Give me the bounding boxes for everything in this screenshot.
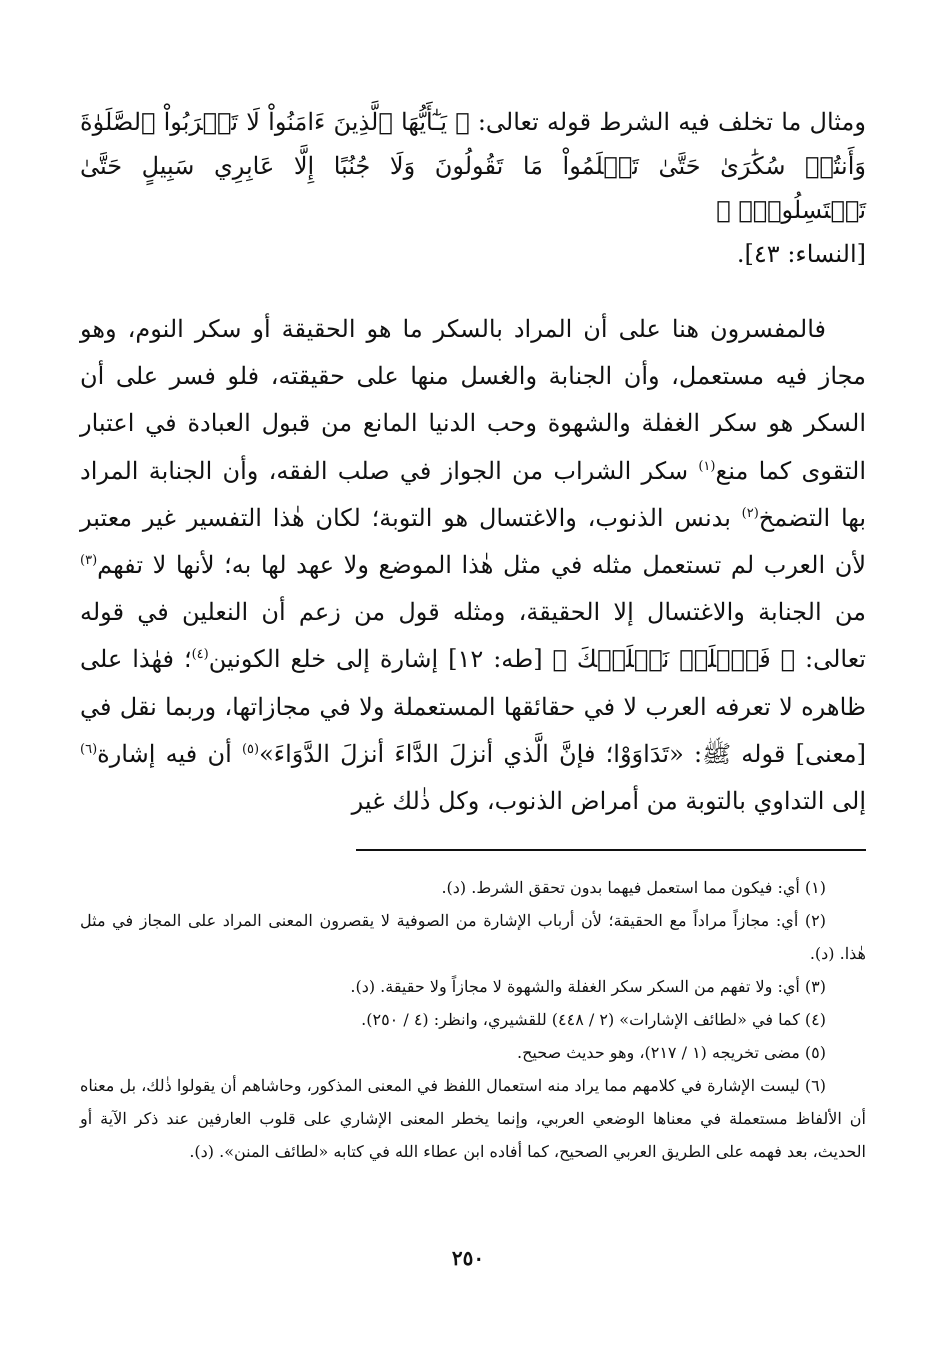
main-text-5: [طه: ١٢] إشارة إلى خلع الكونين <box>208 645 553 674</box>
quran-example-paragraph <box>80 100 866 276</box>
footnote-ref-4[interactable]: (٤) <box>191 647 209 663</box>
footnote-ref-5[interactable]: (٥) <box>241 741 260 757</box>
main-text-8: إلى التداوي بالتوبة من أمراض الذنوب، وكل ذٰلك غير <box>351 787 866 816</box>
main-text-3: بدنس الذنوب، والاغتسال هو التوبة؛ لكان هٰذا التفسير غير معتبر لأن العرب لم تستعمل مثله في مثل هٰذا الموضع ولا عهد لها به؛ لأنها لا تفهم <box>80 503 866 580</box>
footnote-ref-2[interactable]: (٢) <box>741 505 759 521</box>
verse-reference: [النساء: ٤٣]. <box>736 240 866 268</box>
example-intro: ومثال ما تخلف فيه الشرط قوله تعالى: <box>469 108 866 136</box>
page-number: ٢٥٠ <box>451 1246 485 1270</box>
footnote-ref-1[interactable]: (١) <box>698 458 716 474</box>
main-text-6: ؛ فهٰذا على ظاهره لا تعرفه العرب لا في حقائقها المستعملة ولا في مجازاتها، وربما نقل في [معنى] قوله ﷺ: «تَدَاوَوْا؛ فإنَّ الَّذي أنزلَ الدَّاءَ أنزلَ الدَّوَاءَ» <box>80 645 866 768</box>
footnote-3: (٣) أي: ولا تفهم من السكر سكر الغفلة والشهوة لا مجازاً ولا حقيقة. (د). <box>350 977 826 997</box>
main-paragraph <box>80 306 866 825</box>
main-text-7: أن فيه إشارة <box>97 739 242 768</box>
footnotes-section <box>80 871 866 1168</box>
footnote-ref-3[interactable]: (٣) <box>80 553 98 569</box>
footnote-separator <box>356 849 866 851</box>
main-text-2: سكر الشراب من الجواز في صلب الفقه، وأن الجنابة المراد بها التضمخ <box>80 456 867 532</box>
quran-verse-nisa: ﴿ يَـٰٓأَيُّهَا ٱلَّذِينَ ءَامَنُواْ لَا تَقۡرَبُواْ ٱلصَّلَوٰةَ وَأَنتُمۡ سُكَٰرَىٰ حَتَّىٰ تَعۡلَمُواْ مَا تَقُولُونَ وَلَا جُنُبًا إِلَّا عَابِرِي سَبِيلٍ حَتَّىٰ تَغۡتَسِلُواْۚ ﴾ <box>80 108 866 224</box>
main-text-4: من الجنابة والاغتسال إلا الحقيقة، ومثله قول من زعم أن النعلين في قوله تعالى: <box>80 598 866 674</box>
footnote-5: (٥) مضى تخريجه (١ / ٢١٧)، وهو حديث صحيح. <box>517 1043 826 1063</box>
footnote-6: (٦) ليست الإشارة في كلامهم مما يراد منه استعمال اللفظ في المعنى المذكور، وحاشاهم أن يقولوا ذٰلك، بل معناه أن الألفاظ مستعملة في معناها الوضعي العربي، وإنما يخطر المعنى الإشاري على قلوب العارفين عند ذكر الآية أو الحديث، بعد فهمه على الطريق العربي الصحيح، كما أفاده ابن عطاء الله في كتابه «لطائف المنن». (د). <box>80 1076 867 1162</box>
footnote-4: (٤) كما في «لطائف الإشارات» (٢ / ٤٤٨) للقشيري، وانظر: (٤ / ٢٥٠). <box>361 1010 826 1030</box>
footnote-2: (٢) أي: مجازاً مراداً مع الحقيقة؛ لأن أرباب الإشارة من الصوفية لا يقصرون المعنى المراد على المجاز في مثل هٰذا. (د). <box>80 911 866 964</box>
quran-verse-taha: ﴿ فَٱخۡلَعۡ نَعۡلَيۡكَ ﴾ <box>552 645 796 674</box>
page-content <box>80 100 866 1168</box>
main-text-1: فالمفسرون هنا على أن المراد بالسكر ما هو الحقيقة أو سكر النوم، وهو مجاز فيه مستعمل، وأن الجنابة والغسل منها على حقيقته، فلو فسر على أن السكر هو سكر الغفلة والشهوة وحب الدنيا المانع من قبول العبادة في اعتبار التقوى كما منع <box>80 315 866 485</box>
footnote-ref-6[interactable]: (٦) <box>80 741 98 757</box>
footnote-1: (١) أي: فيكون مما استعمل فيهما بدون تحقق الشرط. (د). <box>441 878 826 898</box>
